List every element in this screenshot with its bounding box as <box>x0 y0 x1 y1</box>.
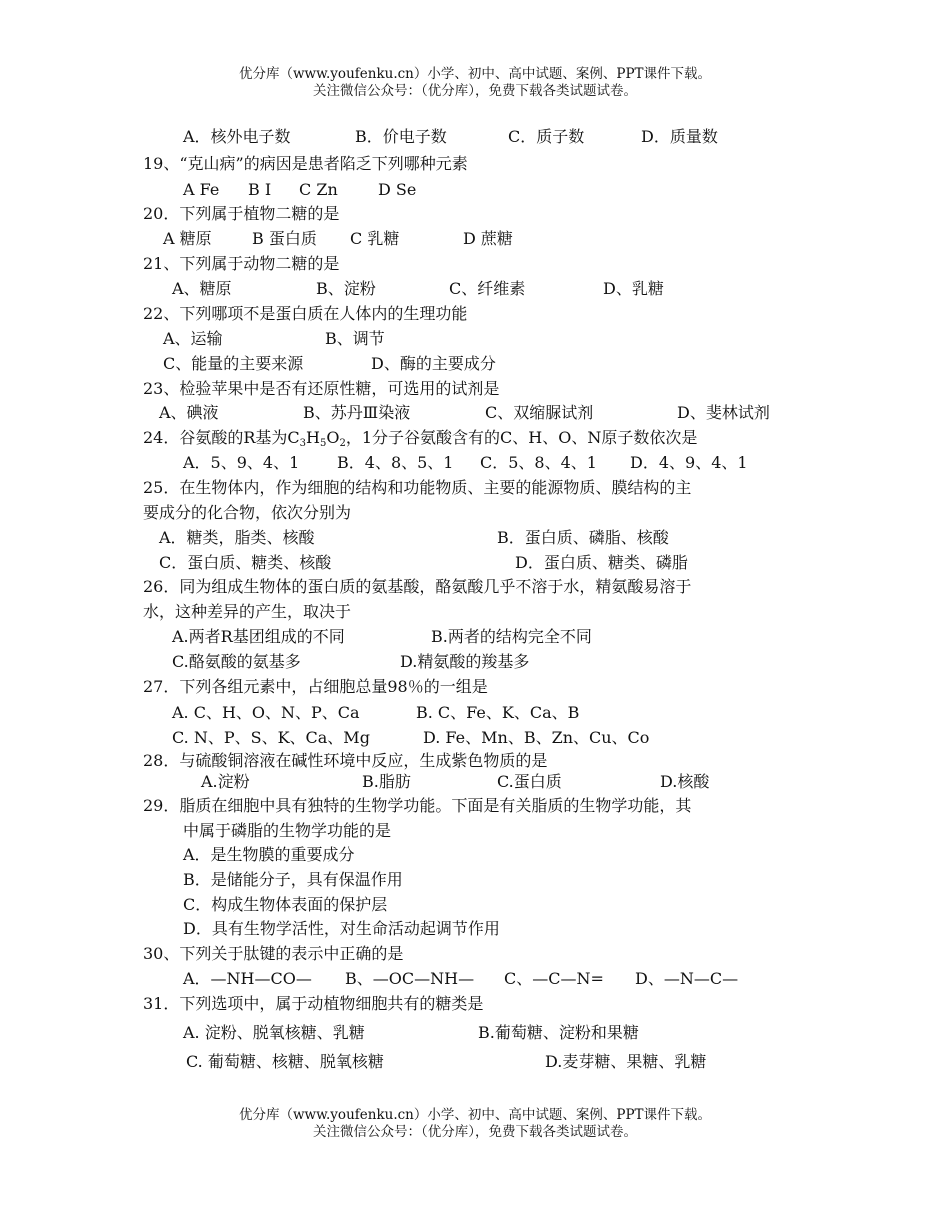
q28-stem: 28．与硫酸铜溶液在碱性环境中反应，生成紫色物质的是 <box>143 751 548 770</box>
q27-option-d: D. Fe、Mn、B、Zn、Cu、Co <box>423 728 650 747</box>
q25-option-d: D．蛋白质、糖类、磷脂 <box>515 553 688 572</box>
header-line-2: 关注微信公众号：（优分库），免费下载各类试题试卷。 <box>313 83 637 99</box>
q18-option-d: D．质量数 <box>641 127 718 146</box>
q28-option-c: C.蛋白质 <box>497 772 562 791</box>
q25-stem-line-1: 25．在生物体内，作为细胞的结构和功能物质、主要的能源物质、膜结构的主 <box>143 478 692 497</box>
q29-option-a: A．是生物膜的重要成分 <box>183 845 355 864</box>
q31-option-c: C. 葡萄糖、核糖、脱氧核糖 <box>186 1052 384 1071</box>
q23-option-d: D、斐林试剂 <box>677 403 770 422</box>
q31-option-b: B.葡萄糖、淀粉和果糖 <box>478 1023 639 1042</box>
q18-option-c: C．质子数 <box>508 127 585 146</box>
page-header <box>0 66 950 100</box>
q21-option-a: A、糖原 <box>172 279 232 298</box>
q19-option-c: C Zn <box>299 180 338 199</box>
q28-option-b: B.脂肪 <box>362 772 411 791</box>
q19-option-d: D Se <box>378 180 417 199</box>
q22-option-b: B、调节 <box>325 329 385 348</box>
q26-stem-line-2: 水，这种差异的产生，取决于 <box>143 602 352 621</box>
q22-option-d: D、酶的主要成分 <box>371 354 496 373</box>
q19-option-b: B I <box>248 180 272 199</box>
q21-option-c: C、纤维素 <box>449 279 526 298</box>
q24-stem: 24．谷氨酸的R基为$C_3H_5O_2$，1分子谷氨酸含有的C、H、O、N原子数依次是 <box>143 428 698 449</box>
q24-option-c: C．5、8、4、1 <box>480 453 597 472</box>
header-line-1: 优分库（www.youfenku.cn）小学、初中、高中试题、案例、PPT课件下载。 <box>238 66 712 82</box>
q26-option-d: D.精氨酸的羧基多 <box>400 652 530 671</box>
q30-stem: 30、下列关于肽键的表示中正确的是 <box>143 944 404 963</box>
q30-option-b: B、—OC—NH— <box>345 969 475 988</box>
q30-option-c: C、—C—N= <box>504 969 604 988</box>
q19-stem: 19、“克山病”的病因是患者陷乏下列哪种元素 <box>143 154 468 173</box>
q23-option-b: B、苏丹Ⅲ染液 <box>303 403 411 422</box>
q27-option-c: C. N、P、S、K、Ca、Mg <box>172 728 370 747</box>
q20-option-a: A 糖原 <box>163 229 212 248</box>
q24-option-d: D．4、9、4、1 <box>630 453 748 472</box>
q26-stem-line-1: 26．同为组成生物体的蛋白质的氨基酸，酪氨酸几乎不溶于水，精氨酸易溶于 <box>143 577 692 596</box>
q18-option-a: A．核外电子数 <box>183 127 291 146</box>
q24-option-a: A．5、9、4、1 <box>183 453 300 472</box>
q31-option-d: D.麦芽糖、果糖、乳糖 <box>545 1052 707 1071</box>
q31-stem: 31．下列选项中，属于动植物细胞共有的糖类是 <box>143 994 484 1013</box>
q25-stem-line-2: 要成分的化合物，依次分别为 <box>143 503 352 522</box>
q27-stem: 27．下列各组元素中，占细胞总量98％的一组是 <box>143 677 488 696</box>
q23-stem: 23、检验苹果中是否有还原性糖，可选用的试剂是 <box>143 379 500 398</box>
q21-option-b: B、淀粉 <box>316 279 376 298</box>
q30-option-a: A．—NH—CO— <box>183 969 312 988</box>
q26-option-b: B.两者的结构完全不同 <box>431 627 592 646</box>
q30-option-d: D、—N—C— <box>635 969 739 988</box>
q22-option-a: A、运输 <box>163 329 223 348</box>
q29-stem-line-1: 29．脂质在细胞中具有独特的生物学功能。下面是有关脂质的生物学功能，其 <box>143 796 692 815</box>
q28-option-a: A.淀粉 <box>201 772 250 791</box>
q25-option-a: A．糖类，脂类、核酸 <box>159 528 315 547</box>
q26-option-c: C.酪氨酸的氨基多 <box>172 652 301 671</box>
q29-stem-line-2: 中属于磷脂的生物学功能的是 <box>183 821 392 840</box>
q27-option-b: B. C、Fe、K、Ca、B <box>416 703 580 722</box>
q25-option-c: C．蛋白质、糖类、核酸 <box>159 553 332 572</box>
q29-option-b: B．是储能分子，具有保温作用 <box>183 870 403 889</box>
q20-option-c: C 乳糖 <box>350 229 400 248</box>
q20-option-d: D 蔗糖 <box>463 229 513 248</box>
q20-option-b: B 蛋白质 <box>252 229 317 248</box>
q22-stem: 22、下列哪项不是蛋白质在人体内的生理功能 <box>143 304 468 323</box>
page-footer <box>0 1107 950 1141</box>
q21-option-d: D、乳糖 <box>603 279 664 298</box>
q29-option-c: C．构成生物体表面的保护层 <box>183 895 388 914</box>
q22-option-c: C、能量的主要来源 <box>163 354 304 373</box>
q28-option-d: D.核酸 <box>660 772 710 791</box>
q25-option-b: B．蛋白质、磷脂、核酸 <box>497 528 669 547</box>
q18-option-b: B．价电子数 <box>355 127 447 146</box>
q24-option-b: B．4、8、5、1 <box>337 453 454 472</box>
q29-option-d: D．具有生物学活性，对生命活动起调节作用 <box>183 919 500 938</box>
q23-option-c: C、双缩脲试剂 <box>485 403 594 422</box>
q26-option-a: A.两者R基团组成的不同 <box>172 627 345 646</box>
footer-line-2: 关注微信公众号：（优分库），免费下载各类试题试卷。 <box>313 1124 637 1140</box>
footer-line-1: 优分库（www.youfenku.cn）小学、初中、高中试题、案例、PPT课件下载。 <box>238 1107 712 1123</box>
q27-option-a: A. C、H、O、N、P、Ca <box>172 703 360 722</box>
q23-option-a: A、碘液 <box>159 403 219 422</box>
q19-option-a: A Fe <box>183 180 220 199</box>
q20-stem: 20．下列属于植物二糖的是 <box>143 204 340 223</box>
q31-option-a: A. 淀粉、脱氧核糖、乳糖 <box>183 1023 365 1042</box>
q21-stem: 21、下列属于动物二糖的是 <box>143 254 340 273</box>
